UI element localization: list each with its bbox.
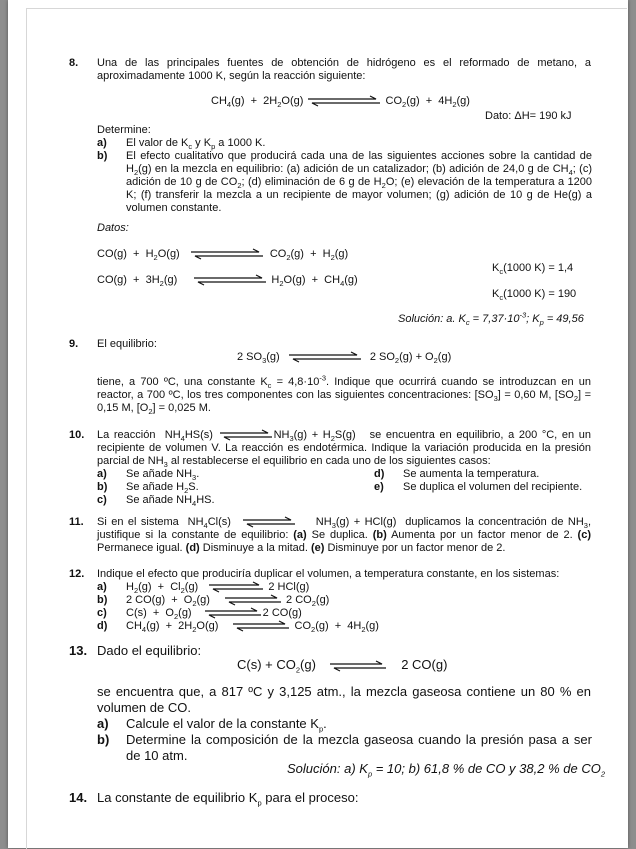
q13-solution: Solución: a) $K_p = 10$; b) 61,8 % de CO y 38,2 % de $CO_2$ [287, 761, 605, 779]
q13-left: $C(s) + CO_2(g)$ [237, 657, 316, 675]
q12-c-label: c) [97, 607, 107, 619]
q12-b-label: b) [97, 594, 108, 606]
q8-dato: Dato: ΔH= 190 kJ [485, 110, 572, 122]
q10-e: Se duplica el volumen del recipiente. [403, 481, 583, 493]
q8-number: 8. [69, 57, 79, 69]
equilibrium-arrow-icon [223, 594, 283, 606]
q12-d-label: d) [97, 620, 108, 632]
equilibrium-arrow-icon [192, 274, 268, 286]
q8-d2-left: $CO(g) + 3H_2(g)$ [97, 274, 178, 289]
q10-b-label: b) [97, 481, 108, 493]
q8-determine: Determine: [97, 124, 151, 136]
q10-e-label: e) [374, 481, 384, 493]
q13-a: Calcule el valor de la constante $K_p$. [126, 716, 327, 734]
q9-reaction [237, 351, 451, 364]
q11-text: Si en el sistema $NH_4Cl(s) NH_3(g) + HCl(g)$ duplicamos la concentración de $NH_3$, justifique si la constante de equilibrio: (a) Se duplica. (b) Aumenta por un factor menor de 2. (c) Permanece igual. (d) Disminuye a la mitad. (e) Disminuye por un factor menor de 2. [97, 516, 591, 554]
equilibrium-arrow-icon [287, 351, 363, 363]
q13-b: Determine la composición de la mezcla gaseosa cuando la presión pasa a ser de 10 atm. [126, 732, 592, 763]
q8-a-label: a) [97, 137, 107, 149]
q8-reaction [211, 95, 470, 108]
q10-text: La reacción $NH_4HS(s) NH_3(g) + H_2S(g)$ se encuentra en equilibrio, a 200 °C, en un recipiente de volumen V. La reacción es endotérmica. Indique la variación producida en la presión parcial de $NH_3$ al restablecerse el equilibrio en cada uno de los siguientes casos: [97, 429, 591, 470]
q10-a-label: a) [97, 468, 107, 480]
equilibrium-arrow-icon [203, 607, 263, 619]
q13-intro: Dado el equilibrio: [97, 643, 202, 658]
q8-a-text: El valor de $K_c$ y $K_p$ a 1000 K. [126, 137, 266, 152]
q10-d: Se aumenta la temperatura. [403, 468, 540, 480]
q12-c: $C(s) + O_2(g)$ 2 CO(g) [126, 607, 302, 622]
q8-d2-right: $H_2O(g) + CH_4(g)$ [271, 274, 358, 289]
q8-d2-k: $K_c(1000$ K) = 190 [492, 288, 577, 303]
q10-a: Se añade $NH_3$. [126, 468, 200, 483]
q11-number: 11. [69, 516, 84, 528]
equilibrium-arrow-icon [218, 429, 274, 441]
q8-data-reaction-1 [97, 248, 348, 261]
q14-text: La constante de equilibrio $K_p$ para el proceso: [97, 790, 359, 808]
q8-solution: Solución: a. $K_c = 7,37\cdot 10^{-3}$; $K_p = 49,56$ [398, 310, 584, 328]
q9-text: tiene, a 700 ºC, una constante $K_c = 4,8\cdot 10^{-3}$. Indique que ocurrirá cuando se introduzcan en un reactor, a 700 ºC, los tres componentes con las siguientes concentraciones: $[SO_3] = 0,60$ M, $[SO_2] = 0,15$ M, $[O_2] = 0,025$ M. [97, 373, 591, 417]
q13-reaction [237, 657, 447, 673]
q12-a: $H_2(g) + Cl_2(g)$ 2 HCl(g) [126, 581, 310, 596]
q12-b: 2 $CO(g) + O_2(g)$ 2 $CO_2(g)$ [126, 594, 330, 609]
equilibrium-arrow-icon [241, 516, 297, 528]
q12-number: 12. [69, 568, 85, 580]
q9-intro: El equilibrio: [97, 338, 157, 350]
q8-d1-right: $CO_2(g) + H_2(g)$ [269, 248, 349, 263]
q10-b: Se añade $H_2S$. [126, 481, 199, 496]
page-frame [26, 8, 627, 849]
q13-number: 13. [69, 643, 88, 658]
q8-d1-left: $CO(g) + H_2O(g)$ [97, 248, 180, 263]
q8-reaction-right: $CO_2(g) + 4H_2(g)$ [385, 95, 470, 110]
q8-datos-label: Datos: [97, 222, 129, 234]
equilibrium-arrow-icon [328, 660, 388, 672]
q10-d-label: d) [374, 468, 385, 480]
q13-right: 2 CO(g) [401, 657, 448, 672]
equilibrium-arrow-icon [189, 248, 265, 260]
q8-d1-k: $K_c(1000$ K) = 1,4 [492, 262, 574, 277]
q12-d: $CH_4(g) + 2H_2O(g) CO_2(g) + 4H_2(g)$ [126, 620, 379, 635]
q8-b-label: b) [97, 150, 108, 162]
document-page [8, 0, 628, 848]
q10-c-label: c) [97, 494, 107, 506]
equilibrium-arrow-icon [207, 581, 265, 593]
q8-reaction-left: $CH_4(g) + 2H_2O(g)$ [211, 95, 304, 110]
q9-left: 2 $SO_3(g)$ [237, 351, 280, 366]
q9-right: 2 $SO_2(g) + O_2(g)$ [369, 351, 452, 366]
q12-a-label: a) [97, 581, 107, 593]
equilibrium-arrow-icon [306, 95, 382, 107]
q8-data-reaction-2 [97, 274, 358, 287]
q8-b-text: El efecto cualitativo que producirá cada una de las siguientes acciones sobre la cantidad de $H_2(g)$ en la mezcla en equilibrio: (a) adición de un catalizador; (b) adición de 24,0 g de $CH_4$; (c) adición de 10 g de $CO_2$; (d) eliminación de 6 g de $H_2O$; (e) elevación de la temperatura a 1200 K; (f) transferir la mezcla a un recipiente de mayor volumen; (g) adición de 10 g de He(g) a volumen constante. [126, 150, 593, 214]
q10-c: Se añade $NH_4HS$. [126, 494, 215, 509]
q13-b-label: b) [97, 732, 110, 747]
equilibrium-arrow-icon [231, 620, 291, 632]
q14-number: 14. [69, 790, 88, 805]
q8-intro: Una de las principales fuentes de obtención de hidrógeno es el reformado de metano, a aproximadamente 1000 K, según la reacción siguiente: [97, 57, 591, 82]
q13-text: se encuentra que, a 817 ºC y 3,125 atm., la mezcla gaseosa contiene un 80 % en volumen de CO. [97, 684, 591, 715]
q13-a-label: a) [97, 716, 109, 731]
q9-number: 9. [69, 338, 79, 350]
q10-number: 10. [69, 429, 85, 441]
q12-text: Indique el efecto que produciría duplicar el volumen, a temperatura constante, en los sistemas: [97, 568, 560, 580]
